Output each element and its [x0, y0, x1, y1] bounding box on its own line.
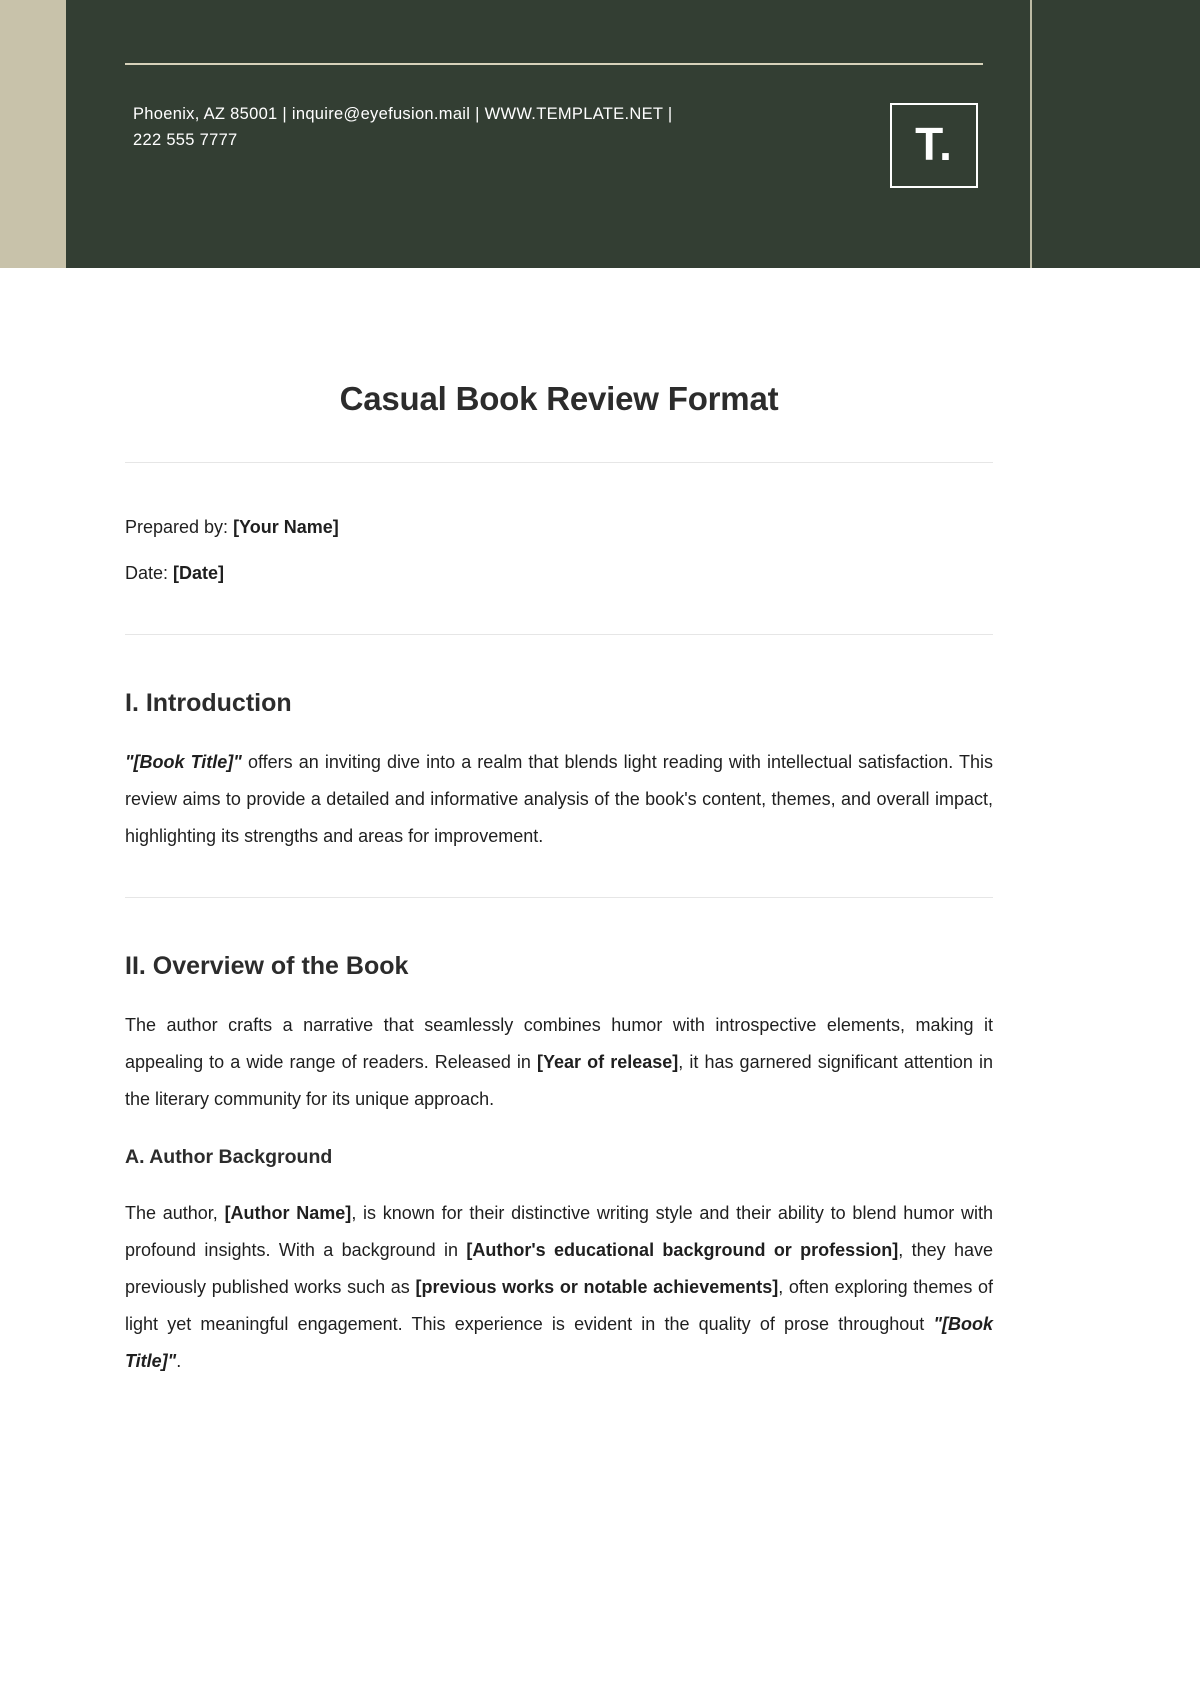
date-label: Date: [125, 563, 174, 583]
contact-info [133, 101, 672, 153]
author-background-paragraph: The author, [Author Name], is known for their distinctive writing style and their ability to blend humor with profound insights. With a background in [Author's educational background or profession], they have previously published works such as [previous works or notable achievements], often exploring themes of light yet meaningful engagement. This experience is evident in the quality of prose throughout "[Book Title]". [125, 1203, 994, 1371]
brand-logo-text: T. [915, 117, 953, 170]
divider [125, 897, 993, 898]
document-title: Casual Book Review Format [339, 380, 779, 417]
prepared-by-label: Prepared by: [125, 517, 234, 537]
divider [125, 462, 993, 463]
prepared-by-value: [Your Name] [233, 517, 339, 537]
overview-paragraph: The author crafts a narrative that seamlessly combines humor with introspective elements, making it appealing to a wide range of readers. Released in [Year of release], it has garnered significant attention in the literary community for its unique approach. [125, 1015, 993, 1109]
document-body [0, 380, 1200, 1380]
section-heading-overview: II. Overview of the Book [125, 952, 409, 980]
date-line [125, 563, 993, 584]
prepared-by-line [125, 517, 993, 538]
header-rule [125, 63, 983, 65]
introduction-paragraph: "[Book Title]" offers an inviting dive into a realm that blends light reading with intellectual satisfaction. This review aims to provide a detailed and informative analysis of the book's content, themes, and overall impact, highlighting its strengths and areas for improvement. [125, 752, 994, 846]
divider [125, 634, 993, 635]
brand-logo [890, 103, 978, 188]
header-banner [0, 0, 1200, 268]
contact-line-1: Phoenix, AZ 85001 | inquire@eyefusion.mail | WWW.TEMPLATE.NET | [133, 105, 673, 123]
contact-line-2: 222 555 7777 [133, 131, 238, 149]
subsection-heading-author-background: A. Author Background [125, 1146, 333, 1168]
date-value: [Date] [173, 563, 225, 583]
header-vertical-line [1030, 0, 1032, 268]
section-heading-introduction: I. Introduction [125, 689, 292, 717]
